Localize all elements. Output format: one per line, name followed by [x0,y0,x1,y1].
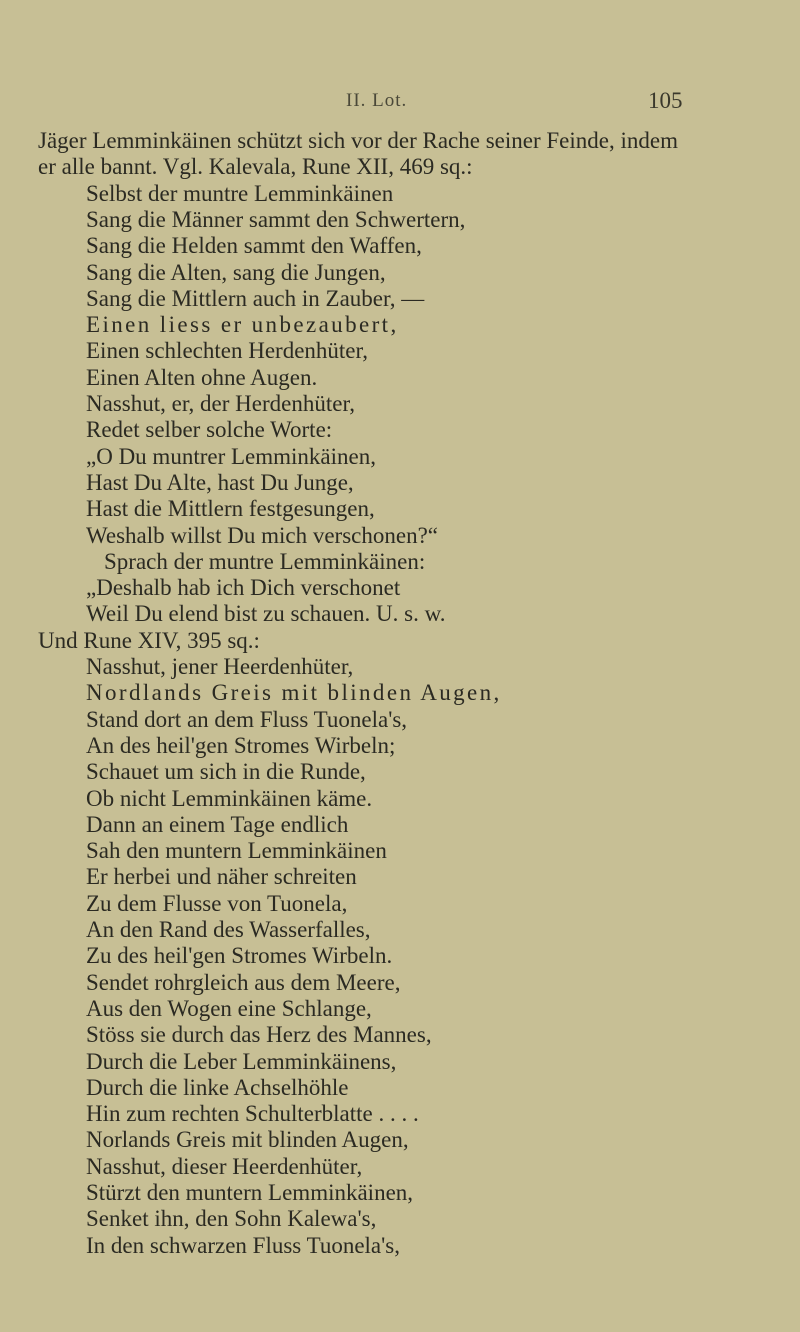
verse-line: Sang die Helden sammt den Waffen, [86,233,422,259]
verse-line: Nasshut, jener Heerdenhüter, [86,654,354,679]
verse-line: Sang die Männer sammt den Schwertern, [86,206,466,232]
running-head-title: II. Lot. [346,90,408,111]
verse-line: Zu dem Flusse von Tuonela, [86,890,348,916]
running-head [0,88,800,118]
verse-line: In den schwarzen Fluss Tuonela's, [86,1232,400,1258]
verse-line: Hin zum rechten Schulterblatte . . . . [86,1101,419,1127]
verse-line: Schauet um sich in die Runde, [86,759,366,785]
verse-line: Einen Alten ohne Augen. [86,364,318,390]
verse-line: Zu des heil'gen Stromes Wirbeln. [86,943,393,969]
verse-line: Durch die linke Achselhöhle [86,1074,349,1100]
verse-line: Selbst der muntre Lemminkäinen [86,180,394,206]
verse-line: Nasshut, er, der Herdenhüter, [86,391,355,416]
prose-line: Jäger Lemminkäinen schützt sich vor der Rache seiner Feinde, indem [38,128,678,153]
verse-line: Aus den Wogen eine Schlange, [86,995,372,1021]
verse-line: Stöss sie durch das Herz des Mannes, [86,1022,432,1048]
verse-line: Einen schlechten Herdenhüter, [86,338,368,364]
verse-line: Weil Du elend bist zu schauen. U. s. w. [86,601,446,627]
page-number: 105 [648,88,683,113]
verse-line: Redet selber solche Worte: [86,417,333,443]
verse-line: Er herbei und näher schreiten [86,864,357,890]
verse-line: Sah den muntern Lemminkäinen [86,838,387,864]
verse-line: Senket ihn, den Sohn Kalewa's, [86,1206,377,1232]
verse-line: Sang die Mittlern auch in Zauber, — [86,285,425,311]
verse-line: An des heil'gen Stromes Wirbeln; [86,732,396,758]
verse-line: Durch die Leber Lemminkäinens, [86,1048,397,1074]
verse-line: „Deshalb hab ich Dich verschonet [86,575,401,601]
verse-line: Stürzt den muntern Lemminkäinen, [86,1180,414,1205]
verse-line: Ob nicht Lemminkäinen käme. [86,785,373,811]
verse-line: Einen liess er unbezaubert, [86,312,399,338]
verse-line: An den Rand des Wasserfalles, [86,917,371,942]
verse-line: Sang die Alten, sang die Jungen, [86,259,386,285]
verse-line: Hast Du Alte, hast Du Junge, [86,469,354,495]
prose-line: er alle bannt. Vgl. Kalevala, Rune XII, 469 sq.: [38,154,473,180]
verse-line: „O Du muntrer Lemminkäinen, [86,443,376,469]
verse-line: Norlands Greis mit blinden Augen, [86,1127,409,1153]
verse-line: Sprach der muntre Lemminkäinen: [104,548,426,574]
verse-line: Nasshut, dieser Heerdenhüter, [86,1153,363,1179]
prose-line: Und Rune XIV, 395 sq.: [38,627,260,653]
verse-line: Sendet rohrgleich aus dem Meere, [86,969,401,995]
verse-line: Hast die Mittlern festgesungen, [86,496,375,522]
verse-line: Stand dort an dem Fluss Tuonela's, [86,706,408,732]
verse-line: Nordlands Greis mit blinden Augen, [86,680,502,706]
verse-line: Weshalb willst Du mich verschonen?“ [86,522,438,548]
verse-line: Dann an einem Tage endlich [86,811,349,837]
